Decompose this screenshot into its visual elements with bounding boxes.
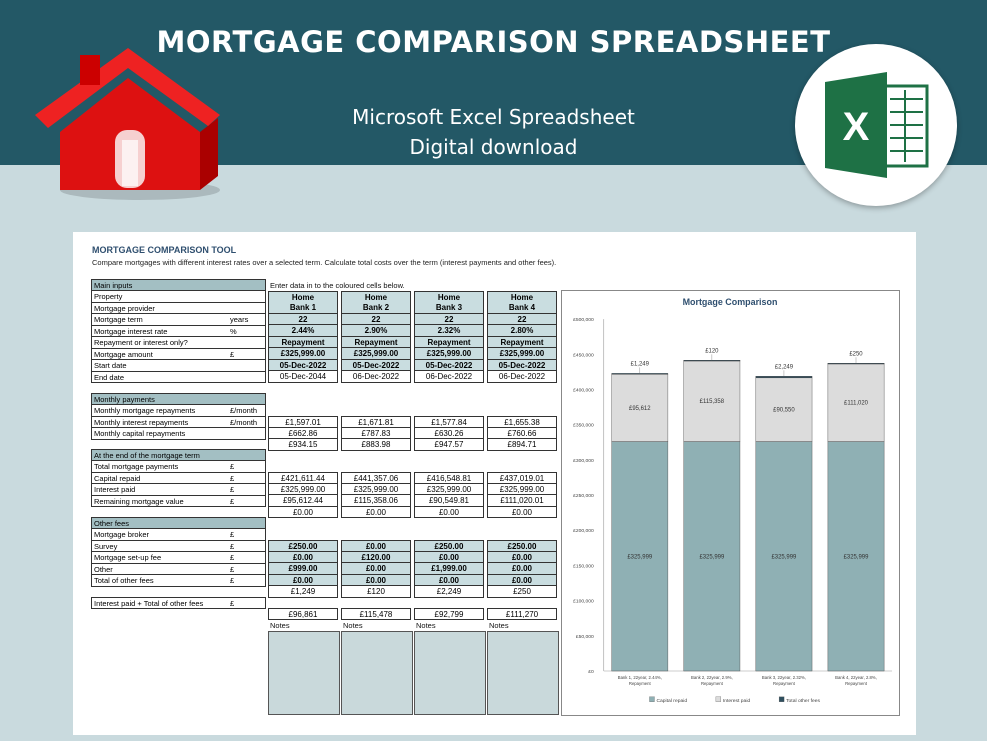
- section-main-inputs: Main inputs: [91, 279, 266, 291]
- bank-4-cap: £325,999.00: [487, 484, 557, 496]
- y-tick-label: £150,000: [573, 564, 594, 570]
- bank-4-notes[interactable]: [487, 631, 559, 715]
- data-label: £325,999: [627, 554, 653, 561]
- bank-4-repay[interactable]: Repayment: [487, 337, 557, 349]
- bank-4-mcap: £894.71: [487, 439, 557, 451]
- bank-1-repay[interactable]: Repayment: [268, 337, 338, 349]
- banner-subtitle: Microsoft Excel Spreadsheet: [352, 105, 635, 129]
- bank-1-rate[interactable]: 2.44%: [268, 325, 338, 337]
- section-monthly: Monthly payments: [91, 393, 266, 405]
- bank-2-setup[interactable]: £0.00: [341, 563, 411, 575]
- label-monthly-interest: Monthly interest repayments: [91, 417, 266, 429]
- bank-1-sum: £96,861: [268, 608, 338, 620]
- bank-4-term[interactable]: 22: [487, 314, 557, 326]
- bank-1-notes[interactable]: [268, 631, 340, 715]
- unit-gbp: £: [230, 530, 235, 539]
- notes-label: Notes: [270, 621, 290, 630]
- tool-description: Compare mortgages with different interest rates over a selected term. Calculate total costs over the term (interest payments and other fees).: [92, 258, 557, 267]
- legend-label: Capital repaid: [656, 698, 688, 704]
- label-start-date: Start date: [91, 360, 266, 372]
- notes-label: Notes: [416, 621, 436, 630]
- y-tick-label: £50,000: [575, 634, 594, 640]
- bank-1-term[interactable]: 22: [268, 314, 338, 326]
- y-tick-label: £200,000: [573, 529, 594, 535]
- bank-2-notes[interactable]: [341, 631, 413, 715]
- data-label: £115,358: [699, 398, 725, 405]
- unit-gbp: £: [230, 599, 235, 608]
- unit-gbp-month: £/month: [230, 417, 258, 427]
- y-tick-label: £350,000: [573, 423, 594, 429]
- data-label: £90,550: [773, 407, 795, 414]
- section-other-fees: Other fees: [91, 517, 266, 529]
- unit-gbp: £: [230, 564, 235, 574]
- data-label: £120: [705, 348, 719, 355]
- bank-1-rem: £0.00: [268, 507, 338, 519]
- bank-2-cap: £325,999.00: [341, 484, 411, 496]
- label-amount: Mortgage amount: [91, 349, 266, 361]
- label-repayment: Repayment or interest only?: [91, 337, 266, 349]
- bank-3-mint: £630.26: [414, 428, 484, 440]
- bank-1-other[interactable]: £0.00: [268, 575, 338, 587]
- data-label: £111,020: [844, 400, 868, 407]
- banner-title: MORTGAGE COMPARISON SPREADSHEET: [156, 25, 831, 59]
- bank-4-sum: £111,270: [487, 608, 557, 620]
- bank-1-mcap: £934.15: [268, 439, 338, 451]
- bank-4-rem: £0.00: [487, 507, 557, 519]
- bank-1-tot: £421,611.44: [268, 472, 338, 484]
- bank-1-intp: £95,612.44: [268, 495, 338, 507]
- legend-swatch: [779, 697, 784, 702]
- x-tick-label: Repayment: [773, 680, 795, 686]
- bank-3-start[interactable]: 05-Dec-2022: [414, 360, 484, 372]
- unit-gbp: £: [230, 473, 235, 483]
- bank-2-other[interactable]: £0.00: [341, 575, 411, 587]
- bar-total-other-fees: [828, 363, 884, 364]
- bank-2-totfees: £120: [341, 586, 411, 598]
- label-remaining-value: Remaining mortgage value: [91, 496, 266, 508]
- unit-gbp-month: £/month: [230, 406, 258, 415]
- spreadsheet: [73, 232, 916, 735]
- y-tick-label: £250,000: [573, 494, 594, 500]
- bank-4-property[interactable]: Home: [487, 291, 557, 303]
- bank-2-repay[interactable]: Repayment: [341, 337, 411, 349]
- x-tick-label: Bank 2, 22year, 2.9%,: [690, 674, 733, 680]
- label-survey: Survey: [91, 541, 266, 553]
- bank-4-broker[interactable]: £250.00: [487, 540, 557, 552]
- label-capital-repaid: Capital repaid: [91, 473, 266, 485]
- bank-3-other[interactable]: £0.00: [414, 575, 484, 587]
- bar-total-other-fees: [684, 360, 740, 361]
- label-term: Mortgage term: [91, 314, 266, 326]
- bank-2-survey[interactable]: £120.00: [341, 552, 411, 564]
- data-label: £325,999: [771, 554, 797, 561]
- bank-4-setup[interactable]: £0.00: [487, 563, 557, 575]
- legend-swatch: [716, 697, 721, 702]
- bank-3-broker[interactable]: £250.00: [414, 540, 484, 552]
- y-tick-label: £0: [588, 669, 594, 675]
- bank-4-amount[interactable]: £325,999.00: [487, 348, 557, 360]
- y-tick-label: £450,000: [573, 353, 594, 359]
- y-tick-label: £500,000: [573, 318, 594, 324]
- label-other: Other: [91, 564, 266, 576]
- unit-gbp: £: [230, 349, 235, 359]
- bank-1-provider[interactable]: Bank 1: [268, 302, 338, 314]
- legend-swatch: [649, 697, 654, 702]
- bank-2-rate[interactable]: 2.90%: [341, 325, 411, 337]
- x-tick-label: Repayment: [628, 680, 651, 686]
- data-label: £325,999: [843, 554, 869, 561]
- label-monthly-repayments: Monthly mortgage repayments: [91, 405, 266, 417]
- label-rate: Mortgage interest rate: [91, 326, 266, 338]
- bank-3-repay[interactable]: Repayment: [414, 337, 484, 349]
- bank-4-intp: £111,020.01: [487, 495, 557, 507]
- bank-2-start[interactable]: 05-Dec-2022: [341, 360, 411, 372]
- label-broker: Mortgage broker: [91, 529, 266, 541]
- bank-1-mrep: £1,597.01: [268, 416, 338, 428]
- bank-2-sum: £115,478: [341, 608, 411, 620]
- notes-label: Notes: [343, 621, 363, 630]
- bank-3-amount[interactable]: £325,999.00: [414, 348, 484, 360]
- enter-data-hint: Enter data in to the coloured cells below.: [270, 281, 405, 290]
- bank-3-end: 06-Dec-2022: [414, 371, 484, 383]
- bar-total-other-fees: [756, 376, 812, 378]
- y-tick-label: £100,000: [573, 599, 594, 605]
- bank-2-mint: £787.83: [341, 428, 411, 440]
- bank-3-provider[interactable]: Bank 3: [414, 302, 484, 314]
- bank-4-end: 06-Dec-2022: [487, 371, 557, 383]
- unit-years: years: [230, 315, 249, 324]
- bank-2-rem: £0.00: [341, 507, 411, 519]
- data-label: £250: [849, 351, 863, 358]
- mortgage-comparison-chart: [561, 290, 900, 716]
- unit-gbp: £: [230, 553, 235, 562]
- label-interest-plus-fees: Interest paid + Total of other fees: [91, 597, 266, 609]
- bank-2-end: 06-Dec-2022: [341, 371, 411, 383]
- bank-4-survey[interactable]: £0.00: [487, 552, 557, 564]
- bank-3-notes[interactable]: [414, 631, 486, 715]
- bank-4-provider[interactable]: Bank 4: [487, 302, 557, 314]
- svg-text:X: X: [842, 105, 870, 149]
- unit-percent: %: [230, 326, 237, 336]
- bank-2-mrep: £1,671.81: [341, 416, 411, 428]
- notes-label: Notes: [489, 621, 509, 630]
- bank-3-mcap: £947.57: [414, 439, 484, 451]
- bank-2-term[interactable]: 22: [341, 314, 411, 326]
- data-label: £1,249: [630, 361, 649, 368]
- bank-1-cap: £325,999.00: [268, 484, 338, 496]
- bank-1-property[interactable]: Home: [268, 291, 338, 303]
- y-tick-label: £400,000: [573, 388, 594, 394]
- bank-2-intp: £115,358.06: [341, 495, 411, 507]
- label-interest-paid: Interest paid: [91, 484, 266, 496]
- bank-1-end: 05-Dec-2044: [268, 371, 338, 383]
- bank-3-cap: £325,999.00: [414, 484, 484, 496]
- bank-2-mcap: £883.98: [341, 439, 411, 451]
- bank-4-other[interactable]: £0.00: [487, 575, 557, 587]
- label-total-payments: Total mortgage payments: [91, 461, 266, 473]
- x-tick-label: Repayment: [700, 680, 723, 686]
- bank-4-tot: £437,019.01: [487, 472, 557, 484]
- data-label: £2,249: [774, 364, 794, 371]
- bank-3-tot: £416,548.81: [414, 472, 484, 484]
- excel-icon: [795, 44, 957, 206]
- house-icon: [30, 40, 225, 205]
- bank-1-broker[interactable]: £250.00: [268, 540, 338, 552]
- banner-subtitle-2: Digital download: [409, 135, 578, 159]
- bank-1-mint: £662.86: [268, 428, 338, 440]
- x-tick-label: Repayment: [845, 680, 867, 686]
- bank-2-broker[interactable]: £0.00: [341, 540, 411, 552]
- chart-title: Mortgage Comparison: [682, 297, 778, 308]
- bank-3-rem: £0.00: [414, 507, 484, 519]
- legend-label: Interest paid: [722, 698, 751, 704]
- unit-gbp: £: [230, 576, 235, 585]
- bank-4-mint: £760.66: [487, 428, 557, 440]
- bank-4-mrep: £1,655.38: [487, 416, 557, 428]
- unit-gbp: £: [230, 541, 235, 551]
- bank-3-term[interactable]: 22: [414, 314, 484, 326]
- label-monthly-capital: Monthly capital repayments: [91, 428, 266, 440]
- unit-gbp: £: [230, 462, 235, 471]
- x-tick-label: Bank 4, 22year, 2.8%,: [835, 674, 877, 680]
- bank-3-setup[interactable]: £1,999.00: [414, 563, 484, 575]
- y-tick-label: £300,000: [573, 458, 594, 464]
- bank-1-survey[interactable]: £0.00: [268, 552, 338, 564]
- label-property: Property: [91, 291, 266, 303]
- bank-2-provider[interactable]: Bank 2: [341, 302, 411, 314]
- legend-label: Total other fees: [786, 698, 821, 704]
- bank-1-amount[interactable]: £325,999.00: [268, 348, 338, 360]
- data-label: £325,999: [699, 554, 725, 561]
- bank-3-intp: £90,549.81: [414, 495, 484, 507]
- bank-1-totfees: £1,249: [268, 586, 338, 598]
- data-label: £95,612: [629, 405, 651, 412]
- bank-3-sum: £92,799: [414, 608, 484, 620]
- bank-3-rate[interactable]: 2.32%: [414, 325, 484, 337]
- bank-4-totfees: £250: [487, 586, 557, 598]
- bank-3-survey[interactable]: £0.00: [414, 552, 484, 564]
- label-provider: Mortgage provider: [91, 303, 266, 315]
- bank-3-mrep: £1,577.84: [414, 416, 484, 428]
- bank-3-totfees: £2,249: [414, 586, 484, 598]
- label-total-fees: Total of other fees: [91, 575, 266, 587]
- x-tick-label: Bank 1, 22year, 2.44%,: [617, 674, 662, 680]
- bank-4-rate[interactable]: 2.80%: [487, 325, 557, 337]
- unit-gbp: £: [230, 485, 235, 494]
- bank-2-tot: £441,357.06: [341, 472, 411, 484]
- excel-logo: [795, 44, 957, 206]
- bank-1-setup[interactable]: £999.00: [268, 563, 338, 575]
- bar-total-other-fees: [612, 373, 668, 374]
- label-setup-fee: Mortgage set-up fee: [91, 552, 266, 564]
- x-tick-label: Bank 3, 22year, 2.32%,: [761, 674, 806, 680]
- label-end-date: End date: [91, 372, 266, 384]
- bank-4-start[interactable]: 05-Dec-2022: [487, 360, 557, 372]
- bank-1-start[interactable]: 05-Dec-2022: [268, 360, 338, 372]
- bank-2-amount[interactable]: £325,999.00: [341, 348, 411, 360]
- unit-gbp: £: [230, 496, 235, 506]
- tool-title: MORTGAGE COMPARISON TOOL: [92, 245, 237, 255]
- bank-2-property[interactable]: Home: [341, 291, 411, 303]
- bank-3-property[interactable]: Home: [414, 291, 484, 303]
- section-end-of-term: At the end of the mortgage term: [91, 449, 266, 461]
